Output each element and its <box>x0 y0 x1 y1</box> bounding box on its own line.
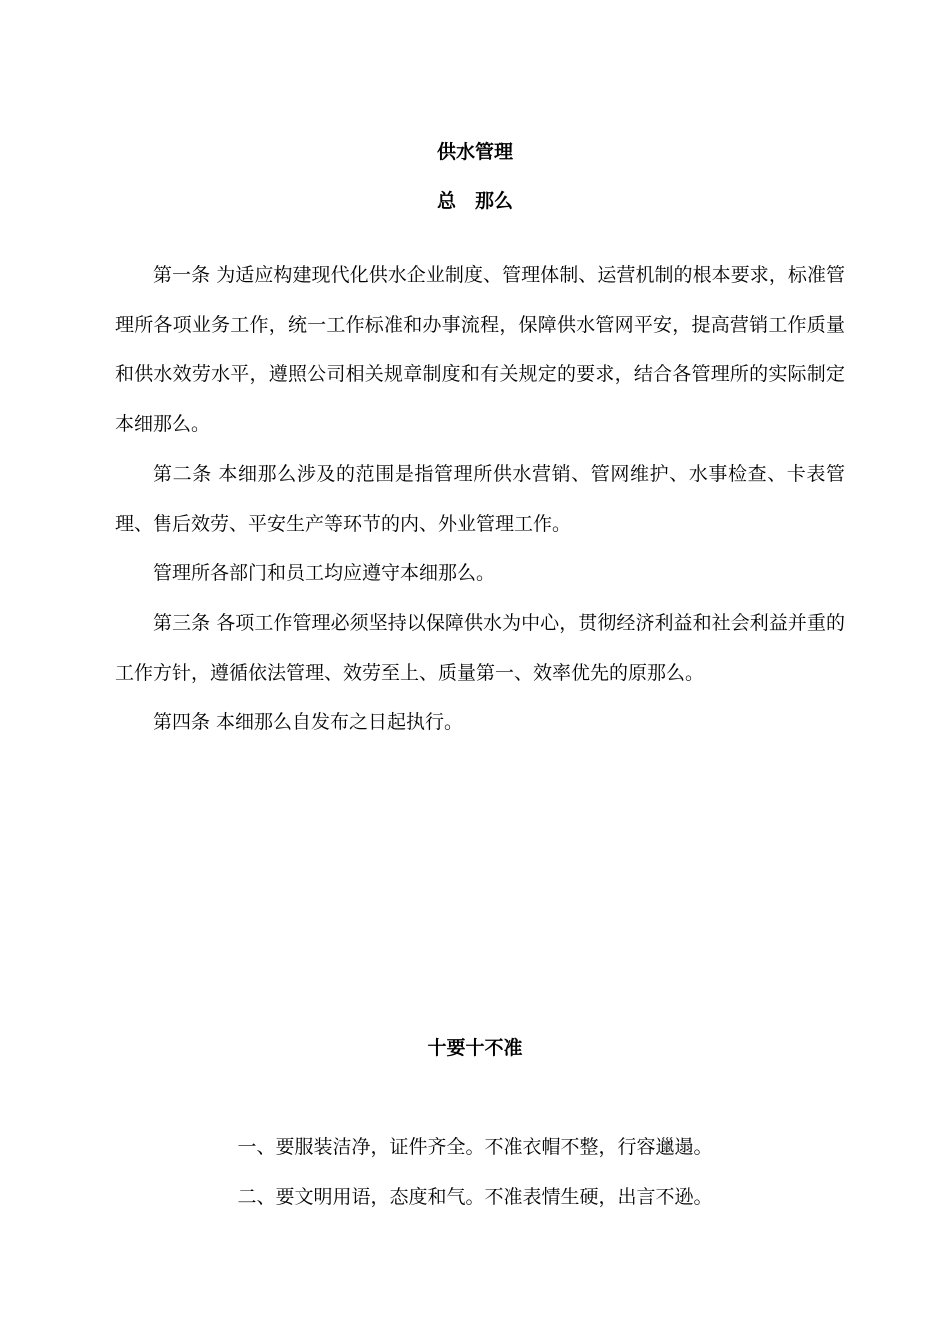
rule-item-2: 二、要文明用语，态度和气。不准表情生硬，出言不逊。 <box>237 1186 713 1208</box>
section-title-ten-musts: 十要十不准 <box>427 1037 523 1059</box>
article-2-note: 管理所各部门和员工均应遵守本细那么。 <box>153 562 496 584</box>
article-2: 第二条 本细那么涉及的范围是指管理所供水营销、管网维护、水事检查、卡表管理、售后效劳、平安生产等环节的内、外业管理工作。 <box>115 463 845 535</box>
article-4: 第四条 本细那么自发布之日起执行。 <box>153 711 464 733</box>
chapter-title-general-provisions: 总 那么 <box>436 190 513 212</box>
rule-item-1: 一、要服装洁净，证件齐全。不准衣帽不整，行容邋遢。 <box>237 1136 713 1158</box>
document-title: 供水管理 <box>436 141 513 163</box>
article-1: 第一条 为适应构建现代化供水企业制度、管理体制、运营机制的根本要求，标准管理所各项业务工作，统一工作标准和办事流程，保障供水管网平安，提高营销工作质量和供水效劳水平，遵照公司相关规章制度和有关规定的要求，结合各管理所的实际制定本细那么。 <box>115 264 845 435</box>
article-3: 第三条 各项工作管理必须坚持以保障供水为中心，贯彻经济利益和社会利益并重的工作方针，遵循依法管理、效劳至上、质量第一、效率优先的原那么。 <box>115 612 845 684</box>
